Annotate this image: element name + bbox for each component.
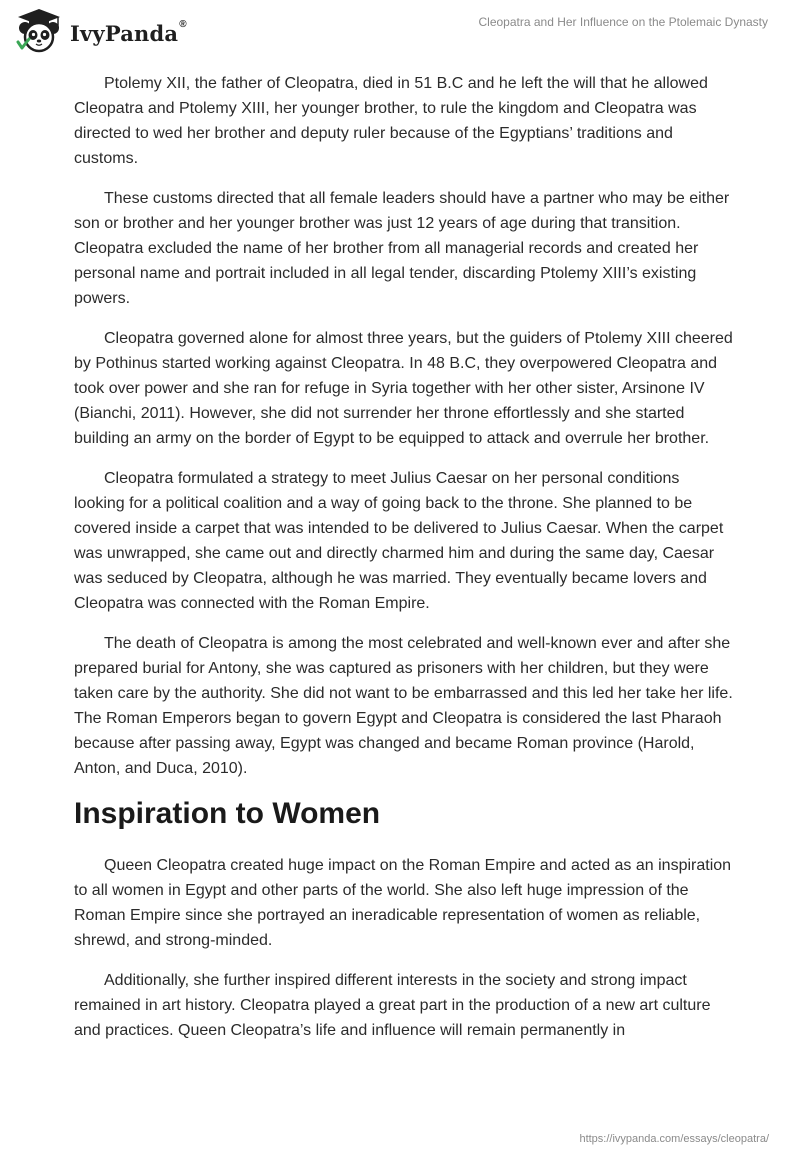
brand-name: IvyPanda®: [70, 18, 187, 46]
paragraph: Cleopatra formulated a strategy to meet Julius Caesar on her personal conditions looking for a political coalition and a way of going back to the throne. She planned to be covered inside a carpet that was intended to be delivered to Julius Caesar. When the carpet was unwrapped, she came out and directly charmed him and during the same day, Caesar was seduced by Cleopatra, although he was married. They eventually became lovers and Cleopatra was connected with the Roman Empire.: [74, 470, 724, 612]
paragraph: Ptolemy XII, the father of Cleopatra, died in 51 B.C and he left the will that he allowed Cleopatra and Ptolemy XIII, her younger brother, to rule the kingdom and Cleopatra was directed to wed her brother and deputy ruler because of the Egyptians’ traditions and customs.: [74, 75, 708, 167]
brand-registered-mark: ®: [179, 18, 187, 30]
paragraph: Queen Cleopatra created huge impact on the Roman Empire and acted as an inspiration to all women in Egypt and other parts of the world. She also left huge impression of the Roman Empire since she portrayed an ineradicable representation of women as reliable, shrewd, and strong-minded.: [74, 857, 732, 949]
brand-logo[interactable]: [14, 8, 187, 54]
essay-content: [74, 71, 734, 1058]
page-header: [0, 0, 800, 60]
section-heading: Inspiration to Women: [74, 797, 381, 830]
paragraph: The death of Cleopatra is among the most celebrated and well-known ever and after she prepared burial for Antony, she was captured as prisoners with her children, but they were taken care by the authority. She did not want to be embarrassed and this led her take her life. The Roman Emperors began to govern Egypt and Cleopatra is considered the last Pharaoh because after passing away, Egypt was changed and became Roman province (Harold, Anton, and Duca, 2010).: [74, 635, 733, 777]
panda-graduate-icon: [14, 8, 64, 54]
document-title: Cleopatra and Her Influence on the Ptolemaic Dynasty: [478, 15, 768, 29]
paragraph: Cleopatra governed alone for almost three years, but the guiders of Ptolemy XIII cheered by Pothinus started working against Cleopatra. In 48 B.C, they overpowered Cleopatra and took over power and she ran for refuge in Syria together with her other sister, Arsinone IV (Bianchi, 2011). However, she did not surrender her throne effortlessly and she started building an army on the border of Egypt to be equipped to attack and overrule her brother.: [74, 330, 733, 447]
paragraph: Additionally, she further inspired different interests in the society and strong impact remained in art history. Cleopatra played a great part in the production of a new art culture and practices. Queen Cleopatra’s life and influence will remain permanently in: [74, 972, 711, 1039]
paragraph: These customs directed that all female leaders should have a partner who may be either son or brother and her younger brother was just 12 years of age during that transition. Cleopatra excluded the name of her brother from all managerial records and created her personal name and portrait included in all legal tender, discarding Ptolemy XIII’s existing powers.: [74, 190, 730, 307]
source-url-link[interactable]: https://ivypanda.com/essays/cleopatra/: [579, 1133, 769, 1145]
